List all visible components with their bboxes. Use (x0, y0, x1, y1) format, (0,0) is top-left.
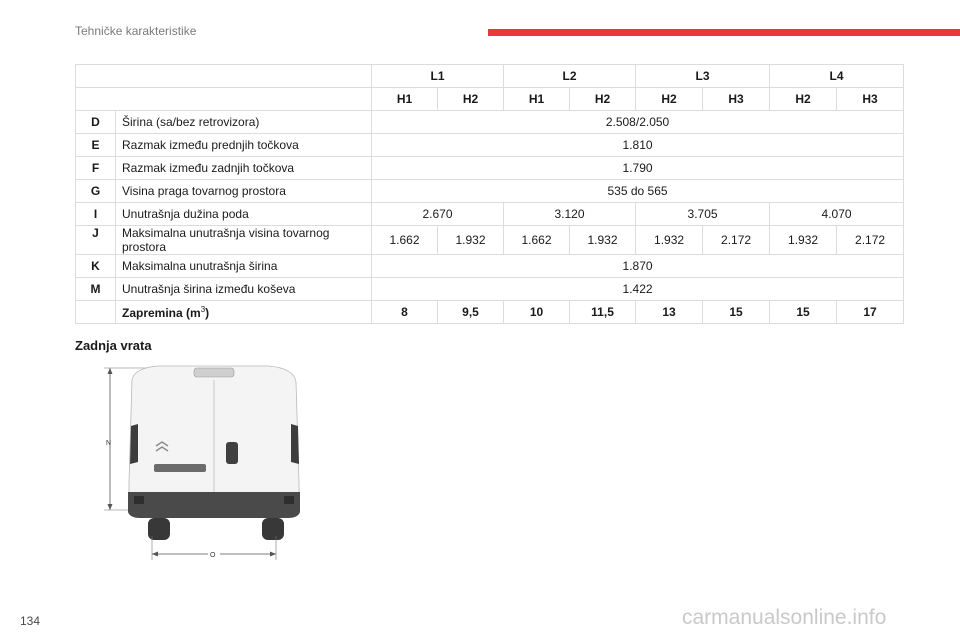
table-row (76, 134, 904, 157)
row-code: M (76, 278, 116, 301)
row-label: Unutrašnja širina između koševa (116, 278, 372, 301)
table-row (76, 157, 904, 180)
row-label: Visina praga tovarnog prostora (116, 180, 372, 203)
door-handle (226, 442, 238, 464)
row-value: 1.662 (372, 226, 438, 255)
header-blank-cell (76, 65, 372, 88)
volume-label-sup: 3 (200, 304, 206, 314)
length-header: L2 (504, 65, 636, 88)
row-code: D (76, 111, 116, 134)
specs-table (75, 64, 904, 324)
volume-label-end: ) (205, 305, 210, 320)
row-label: Širina (sa/bez retrovizora) (116, 111, 372, 134)
volume-value: 10 (504, 301, 570, 324)
row-code: E (76, 134, 116, 157)
height-header: H2 (570, 88, 636, 111)
bumper-step (134, 496, 144, 504)
volume-value: 11,5 (570, 301, 636, 324)
right-tail-light (291, 424, 299, 464)
dimension-arrow (108, 368, 113, 374)
row-value: 3.120 (504, 203, 636, 226)
row-value: 1.790 (372, 157, 904, 180)
row-value: 1.932 (438, 226, 504, 255)
height-header: H1 (372, 88, 438, 111)
height-header-row (76, 88, 904, 111)
row-code: G (76, 180, 116, 203)
section-title: Zadnja vrata (75, 338, 152, 353)
height-header: H2 (770, 88, 837, 111)
row-value: 1.870 (372, 255, 904, 278)
page-number: 134 (20, 614, 41, 628)
row-code: J (76, 226, 116, 255)
watermark: carmanualsonline.info (682, 606, 887, 629)
table-row (76, 203, 904, 226)
volume-value: 17 (837, 301, 904, 324)
volume-value: 15 (770, 301, 837, 324)
volume-value: 9,5 (438, 301, 504, 324)
dimension-label-n: N (106, 440, 112, 447)
rear-bumper (128, 492, 300, 518)
height-header: H2 (636, 88, 703, 111)
row-value: 2.508/2.050 (372, 111, 904, 134)
row-value: 1.662 (504, 226, 570, 255)
row-value: 1.932 (570, 226, 636, 255)
volume-label-text: Zapremina (m (122, 305, 201, 320)
row-label (116, 226, 372, 255)
row-value: 2.172 (837, 226, 904, 255)
row-label-line: prostora (122, 240, 167, 254)
left-tail-light (130, 424, 138, 464)
row-value: 1.932 (636, 226, 703, 255)
volume-value: 8 (372, 301, 438, 324)
header-accent-bar (488, 29, 960, 36)
dimension-arrow (108, 504, 113, 510)
table-row (76, 111, 904, 134)
header-blank-cell (76, 88, 372, 111)
table-row (76, 255, 904, 278)
row-value: 2.670 (372, 203, 504, 226)
row-value: 1.810 (372, 134, 904, 157)
length-header: L4 (770, 65, 904, 88)
dimension-label-o: O (210, 552, 216, 559)
row-label: Unutrašnja dužina poda (116, 203, 372, 226)
volume-value: 15 (703, 301, 770, 324)
volume-row (76, 301, 904, 324)
row-label: Maksimalna unutrašnja širina (116, 255, 372, 278)
brake-light (194, 368, 234, 377)
row-value: 1.422 (372, 278, 904, 301)
row-code: I (76, 203, 116, 226)
row-label-line: Maksimalna unutrašnja visina tovarnog (122, 226, 330, 240)
dimension-arrow (152, 552, 158, 557)
right-rear-wheel (262, 518, 284, 540)
left-rear-wheel (148, 518, 170, 540)
volume-label (116, 301, 372, 324)
dimension-arrow (270, 552, 276, 557)
row-value: 1.932 (770, 226, 837, 255)
row-value: 3.705 (636, 203, 770, 226)
row-value: 4.070 (770, 203, 904, 226)
volume-value: 13 (636, 301, 703, 324)
height-header: H3 (703, 88, 770, 111)
table-row (76, 226, 904, 255)
row-label: Razmak između zadnjih točkova (116, 157, 372, 180)
length-header: L1 (372, 65, 504, 88)
van-rear-doors-figure (98, 364, 308, 564)
length-header-row (76, 65, 904, 88)
table-row (76, 278, 904, 301)
row-value: 2.172 (703, 226, 770, 255)
table-row (76, 180, 904, 203)
height-header: H3 (837, 88, 904, 111)
height-header: H2 (438, 88, 504, 111)
row-value: 535 do 565 (372, 180, 904, 203)
row-code: K (76, 255, 116, 278)
bumper-step (284, 496, 294, 504)
row-code: F (76, 157, 116, 180)
door-handle-plate (154, 464, 206, 472)
row-code-blank (76, 301, 116, 324)
row-label: Razmak između prednjih točkova (116, 134, 372, 157)
page-header-title: Tehničke karakteristike (75, 24, 197, 38)
length-header: L3 (636, 65, 770, 88)
height-header: H1 (504, 88, 570, 111)
